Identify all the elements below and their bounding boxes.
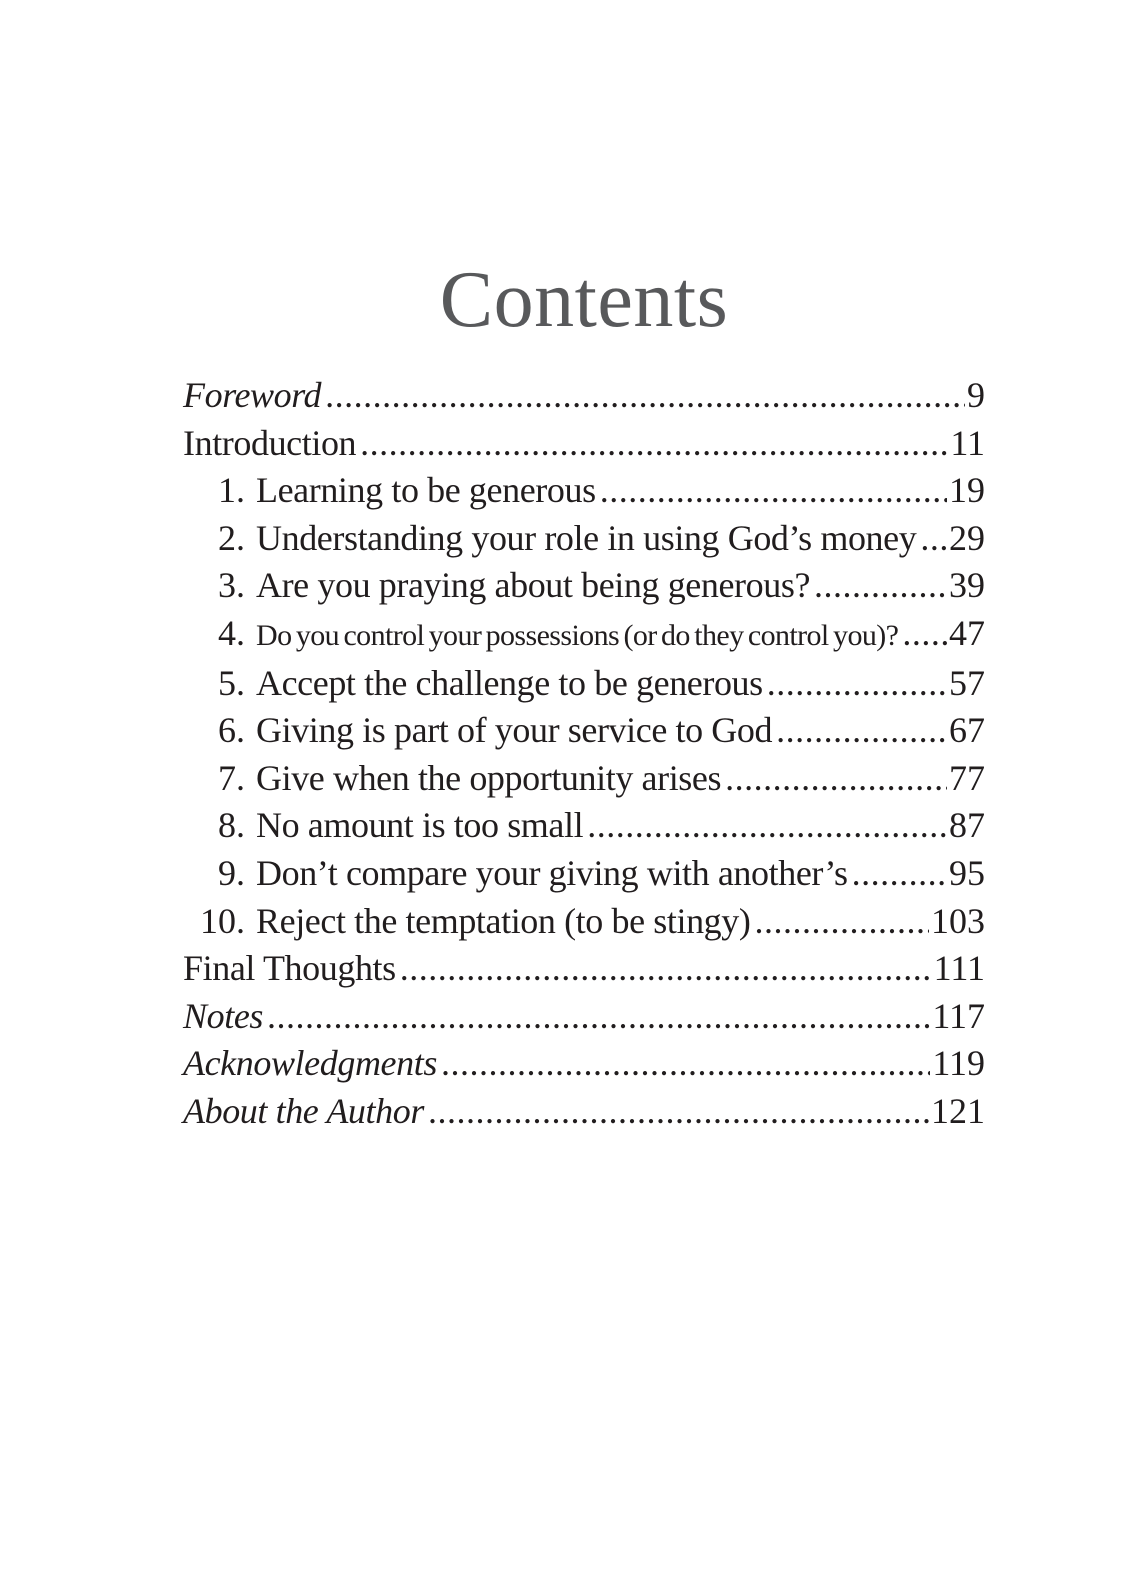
- entry-label: Give when the opportunity arises: [256, 757, 722, 798]
- toc-entry-chapter-7: [183, 755, 985, 803]
- dot-leader: [920, 515, 947, 563]
- toc-entry-acknowledgments: [183, 1040, 985, 1088]
- page-title: Contents: [439, 256, 729, 344]
- toc-entry-chapter-2: [183, 515, 985, 563]
- page-number: 95: [949, 852, 985, 893]
- chapter-number: 5.: [218, 662, 245, 703]
- chapter-number: 1.: [218, 470, 245, 511]
- entry-label: Final Thoughts: [183, 948, 396, 989]
- chapter-number: 8.: [218, 805, 245, 846]
- page-number: 57: [949, 662, 985, 703]
- page-number: 11: [950, 422, 985, 463]
- dot-leader: [852, 850, 947, 898]
- page-number: 103: [931, 900, 985, 941]
- chapter-number: 4.: [218, 612, 245, 653]
- page-number: 121: [931, 1090, 985, 1131]
- page-number: 119: [932, 1043, 985, 1084]
- toc-entry-chapter-10: [183, 898, 985, 946]
- page-number: 9: [967, 375, 985, 415]
- entry-label: Acknowledgments: [183, 1043, 437, 1084]
- dot-leader: [267, 993, 930, 1041]
- chapter-number: 9.: [218, 852, 245, 893]
- toc-entry-final-thoughts: [183, 945, 985, 993]
- page-number: 39: [949, 565, 985, 606]
- page-number: 19: [949, 470, 985, 511]
- entry-label: No amount is too small: [256, 805, 584, 846]
- toc-entry-chapter-1: [183, 467, 985, 515]
- entry-label: Accept the challenge to be generous: [256, 662, 763, 703]
- toc-entry-notes: [183, 993, 985, 1041]
- dot-leader: [428, 1088, 929, 1136]
- dot-leader: [325, 372, 965, 420]
- dot-leader: [767, 660, 947, 708]
- toc-entry-chapter-5: [183, 660, 985, 708]
- toc-entry-chapter-3: [183, 562, 985, 610]
- chapter-number: 3.: [218, 565, 245, 606]
- entry-label: Are you praying about being generous?: [256, 565, 811, 606]
- toc-entry-about-the-author: [183, 1088, 985, 1136]
- chapter-number: 7.: [218, 757, 245, 798]
- dot-leader: [902, 610, 947, 658]
- table-of-contents: [183, 372, 985, 1136]
- dot-leader: [754, 898, 929, 946]
- entry-label: Notes: [183, 995, 264, 1036]
- dot-leader: [441, 1040, 930, 1088]
- page-number: 77: [949, 757, 985, 798]
- entry-label: Do you control your possessions (or do they control you)?: [256, 618, 899, 652]
- dot-leader: [587, 802, 947, 850]
- page-number: 67: [949, 710, 985, 751]
- chapter-number: 10.: [200, 900, 245, 941]
- toc-entry-chapter-4: [183, 610, 985, 660]
- dot-leader: [776, 707, 947, 755]
- entry-label: Foreword: [183, 375, 322, 415]
- page-number: 111: [933, 948, 985, 989]
- toc-entry-chapter-6: [183, 707, 985, 755]
- chapter-number: 6.: [218, 710, 245, 751]
- toc-entry-chapter-9: [183, 850, 985, 898]
- dot-leader: [600, 467, 947, 515]
- entry-label: Learning to be generous: [256, 470, 596, 511]
- dot-leader: [360, 420, 948, 468]
- page-number: 29: [949, 517, 985, 558]
- entry-label: Understanding your role in using God’s money: [256, 517, 917, 558]
- entry-label: Reject the temptation (to be stingy): [256, 900, 751, 941]
- chapter-number: 2.: [218, 517, 245, 558]
- toc-entry-chapter-8: [183, 802, 985, 850]
- page-number: 117: [932, 995, 985, 1036]
- entry-label: Introduction: [183, 422, 357, 463]
- toc-entry-foreword: [183, 372, 985, 420]
- page-number: 87: [949, 805, 985, 846]
- toc-entry-introduction: [183, 420, 985, 468]
- entry-label: Don’t compare your giving with another’s: [256, 852, 848, 893]
- entry-label: Giving is part of your service to God: [256, 710, 773, 751]
- content-block: [183, 0, 985, 1136]
- page-number: 47: [949, 612, 985, 653]
- dot-leader: [814, 562, 947, 610]
- entry-label: About the Author: [183, 1090, 424, 1131]
- dot-leader: [400, 945, 932, 993]
- dot-leader: [725, 755, 947, 803]
